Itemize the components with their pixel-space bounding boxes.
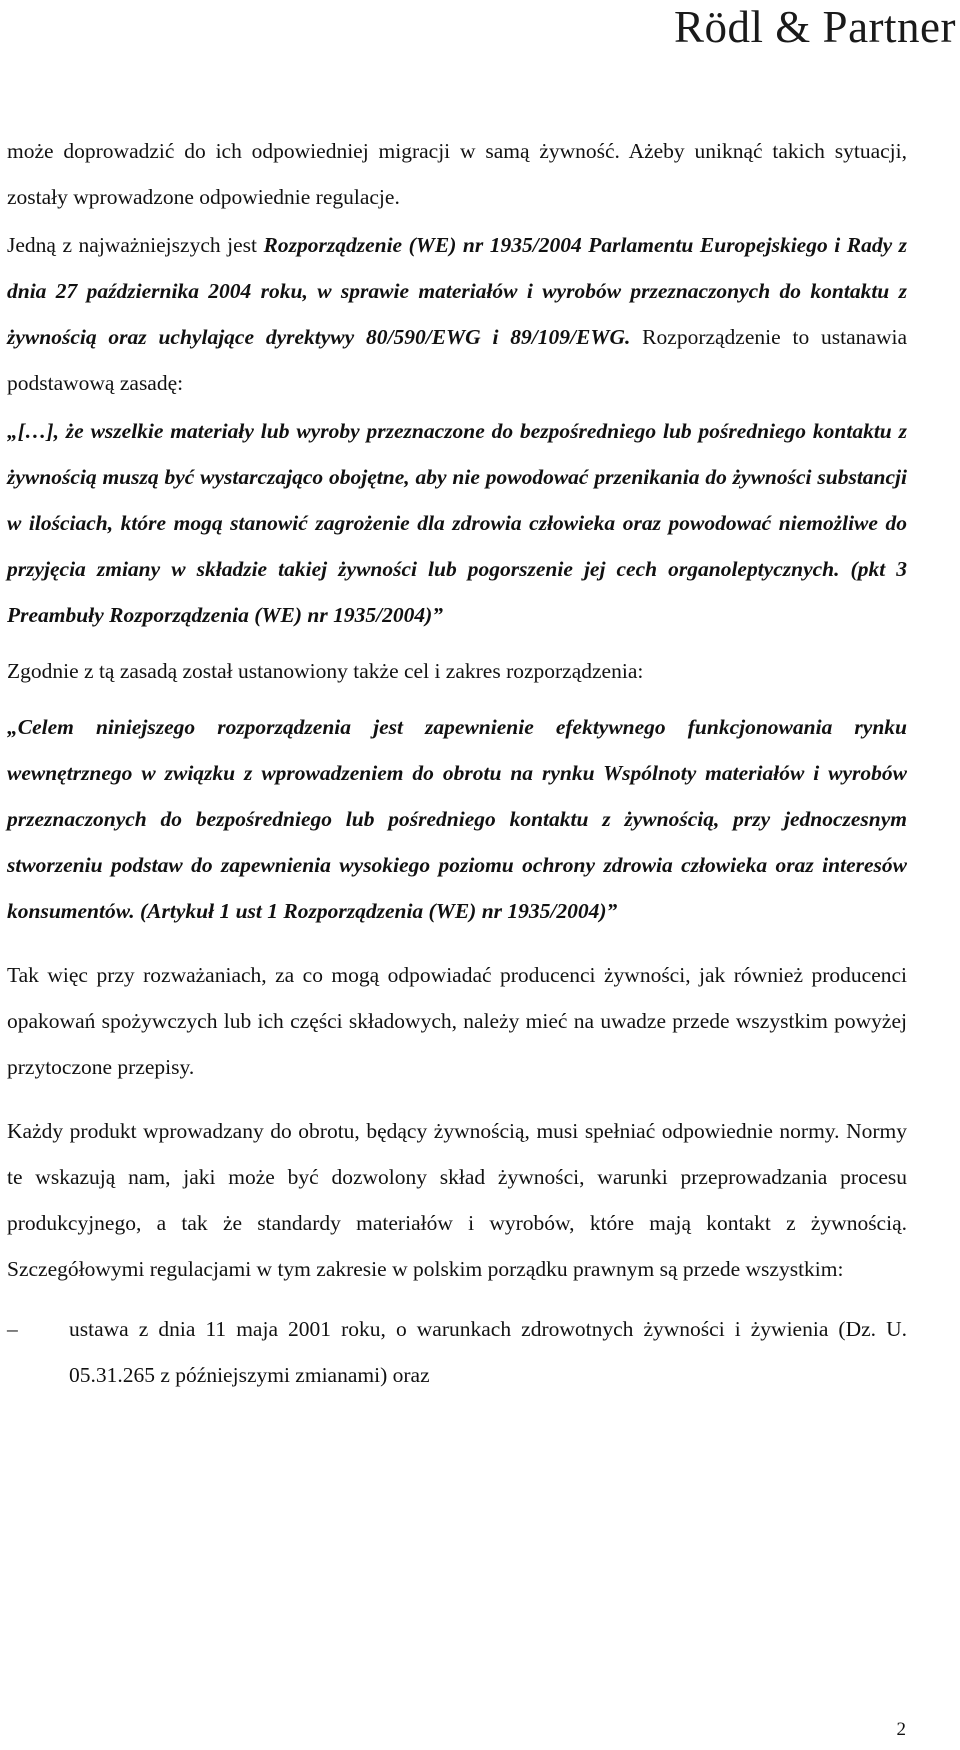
- quote-article: „Celem niniejszego rozporządzenia jest zapewnienie efektywnego funkcjonowania rynku wewnętrznego w związku z wprowadzeniem do obrotu na rynku Wspólnoty materiałów i wyrobów przeznaczonych do bezpośredniego lub pośredniego kontaktu z żywnością, przy jednoczesnym stworzeniu podstaw do zapewnienia wysokiego poziomu ochrony zdrowia człowieka oraz interesów konsumentów. (Artykuł 1 ust 1 Rozporządzenia (WE) nr 1935/2004)”: [7, 715, 907, 923]
- quote-preamble: „[…], że wszelkie materiały lub wyroby przeznaczone do bezpośredniego lub pośredniego kontaktu z żywnością muszą być wystarczająco obojętne, aby nie powodować przenikania do żywności substancji w ilościach, które mogą stanowić zagrożenie dla zdrowia człowieka oraz powodować niemożliwe do przyjęcia zmiany w składzie takiej żywności lub pogorszenie jej cech organoleptycznych. (pkt 3 Preambuły Rozporządzenia (WE) nr 1935/2004)”: [7, 419, 907, 627]
- page-number: 2: [896, 1719, 906, 1740]
- paragraph-norms: Każdy produkt wprowadzany do obrotu, będący żywnością, musi spełniać odpowiednie normy. Normy te wskazują nam, jaki może być dozwolony skład żywności, warunki przeprowadzania procesu produkcyjnego, a tak że standardy materiałów i wyrobów, które mają kontakt z żywnością. Szczegółowymi regulacjami w tym zakresie w polskim porządku prawnym są przede wszystkim:: [7, 1119, 907, 1281]
- regulation-title: Rozporządzenie (WE) nr 1935/2004 Parlamentu Europejskiego i Rady z dnia 27 października 2004 roku, w sprawie materiałów i wyrobów przeznaczonych do kontaktu z żywnością oraz uchylające dyrektywy 80/590/EWG i 89/109/EWG.: [7, 233, 907, 349]
- paragraph-considerations: Tak więc przy rozważaniach, za co mogą odpowiadać producenci żywności, jak również producenci opakowań spożywczych lub ich części składowych, należy mieć na uwadze przede wszystkim powyżej przytoczone przepisy.: [7, 963, 907, 1079]
- company-logo: Rödl & Partner: [674, 2, 956, 52]
- paragraph-migration: może doprowadzić do ich odpowiedniej migracji w samą żywność. Ażeby uniknąć takich sytuacji, zostały wprowadzone odpowiednie regulacje.: [7, 139, 907, 209]
- paragraph-scope: Zgodnie z tą zasadą został ustanowiony także cel i zakres rozporządzenia:: [7, 659, 644, 683]
- document-body: [7, 128, 907, 1398]
- paragraph-regulation-intro: [7, 222, 907, 406]
- list-dash: –: [7, 1317, 18, 1341]
- regulation-intro-text: Jedną z najważniejszych jest: [7, 233, 264, 257]
- list-item: [7, 1306, 907, 1398]
- regulation-outro-text: Rozporządzenie to ustanawia podstawową zasadę:: [7, 325, 907, 395]
- list-item-text: ustawa z dnia 11 maja 2001 roku, o warunkach zdrowotnych żywności i żywienia (Dz. U. 05.31.265 z późniejszymi zmianami) oraz: [69, 1317, 907, 1387]
